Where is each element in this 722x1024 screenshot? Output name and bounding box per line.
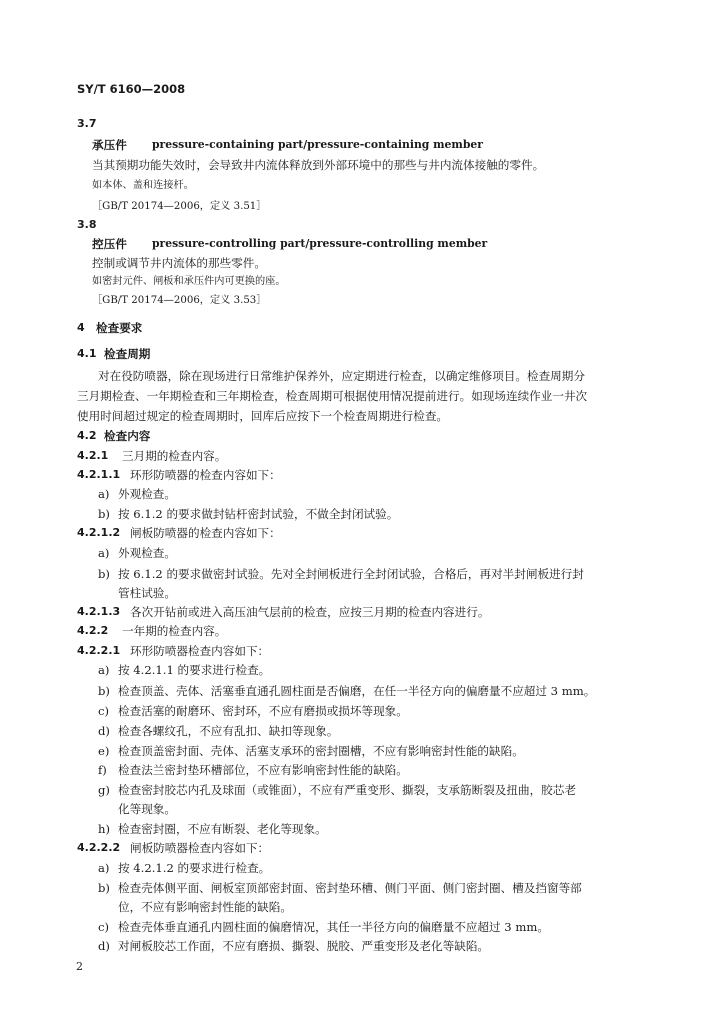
list-label: b): [98, 567, 110, 581]
list-item: 对闸板胶芯工作面，不应有磨损、撕裂、脱胶、严重变形及老化等缺陷。: [118, 939, 490, 953]
list-label: b): [98, 881, 110, 895]
section-number: 3.7: [77, 117, 97, 130]
term-source: ［GB/T 20174—2006，定义 3.51］: [92, 201, 267, 212]
list-label: a): [98, 487, 110, 501]
list-item: 按 6.1.2 的要求做密封试验。先对全封闸板进行全封闭试验，合格后，再对半封闸板进行封: [118, 567, 584, 581]
list-label: a): [98, 663, 110, 677]
paragraph-line: 三月期检查、一年期检查和三年期检查，检查周期可根据使用情况提前进行。如现场连续作业一井次: [77, 389, 588, 403]
clause-text: 一年期的检查内容。: [122, 624, 227, 638]
section-title: 检查内容: [104, 429, 151, 443]
list-label: g): [98, 783, 110, 797]
list-item: 检查壳体侧平面、闸板室顶部密封面、密封垫环槽、侧门平面、侧门密封圈、槽及挡窗等部: [118, 881, 582, 895]
clause-text: 闸板防喷器检查内容如下：: [130, 841, 270, 855]
list-item: 检查法兰密封垫环槽部位，不应有影响密封性能的缺陷。: [118, 763, 408, 777]
list-item: 按 4.2.1.1 的要求进行检查。: [118, 663, 271, 677]
term-zh: 控压件: [92, 237, 127, 251]
standard-code: SY/T 6160—2008: [77, 82, 186, 96]
paragraph-line: 使用时间超过规定的检查周期时，回库后应按下一个检查周期进行检查。: [77, 409, 449, 423]
list-label: c): [98, 704, 110, 718]
list-label: e): [98, 744, 110, 758]
list-label: d): [98, 724, 110, 738]
list-item: 检查密封胶芯内孔及球面（或锥面），不应有严重变形、撕裂，支承筋断裂及扭曲，胶芯老: [118, 783, 576, 797]
section-number: 4.2.1.1: [77, 468, 121, 481]
list-item: 检查活塞的耐磨环、密封环，不应有磨损或损坏等现象。: [118, 704, 408, 718]
list-label: b): [98, 684, 110, 698]
section-number: 4.1: [77, 347, 97, 360]
section-number: 4.2.1.2: [77, 526, 121, 539]
list-label: d): [98, 939, 110, 953]
list-item: 按 4.2.1.2 的要求进行检查。: [118, 861, 271, 875]
term-zh: 承压件: [92, 138, 127, 152]
paragraph-line: 对在役防喷器，除在现场进行日常维护保养外，应定期进行检查，以确定维修项目。检查周期分: [98, 369, 585, 383]
section-number: 4.2.2: [77, 624, 109, 637]
term-note: 如本体、盖和连接杆。: [92, 180, 194, 191]
list-label: h): [98, 822, 110, 836]
list-item-continuation: 位，不应有影响密封性能的缺陷。: [118, 900, 292, 914]
section-number: 3.8: [77, 218, 97, 231]
list-label: a): [98, 861, 110, 875]
term-source: ［GB/T 20174—2006，定义 3.53］: [92, 295, 267, 306]
list-item: 检查顶盖密封面、壳体、活塞支承环的密封圈槽，不应有影响密封性能的缺陷。: [118, 744, 524, 758]
section-title: 检查要求: [96, 321, 143, 335]
list-label: a): [98, 546, 110, 560]
list-item: 检查各螺纹孔，不应有乱扣、缺扣等现象。: [118, 724, 339, 738]
section-number: 4.2.1: [77, 449, 109, 462]
term-definition: 控制或调节井内流体的那些零件。: [92, 256, 266, 270]
section-title: 检查周期: [104, 347, 151, 361]
clause-text: 环形防喷器检查内容如下：: [130, 644, 270, 658]
list-item: 外观检查。: [118, 487, 176, 501]
term-definition: 当其预期功能失效时，会导致井内流体释放到外部环境中的那些与井内流体接触的零件。: [92, 158, 545, 172]
term-en: pressure-controlling part/pressure-controlling member: [152, 237, 488, 250]
section-number: 4: [77, 321, 85, 334]
term-en: pressure-containing part/pressure-containing member: [152, 138, 483, 151]
clause-text: 三月期的检查内容。: [122, 449, 227, 463]
list-item: 检查密封圈，不应有断裂、老化等现象。: [118, 822, 327, 836]
list-item: 按 6.1.2 的要求做封钻杆密封试验，不做全封闭试验。: [118, 507, 399, 521]
list-item-continuation: 化等现象。: [118, 802, 176, 816]
list-item: 外观检查。: [118, 546, 176, 560]
section-number: 4.2.2.2: [77, 841, 121, 854]
clause-text: 各次开钻前或进入高压油气层前的检查，应按三月期的检查内容进行。: [130, 605, 490, 619]
clause-text: 环形防喷器的检查内容如下：: [130, 468, 281, 482]
section-number: 4.2.1.3: [77, 605, 121, 618]
list-label: c): [98, 920, 110, 934]
list-item: 检查壳体垂直通孔内圆柱面的偏磨情况，其任一半径方向的偏磨量不应超过 3 mm。: [118, 920, 549, 934]
term-note: 如密封元件、闸板和承压件内可更换的座。: [92, 276, 286, 287]
section-number: 4.2: [77, 429, 97, 442]
list-item: 检查顶盖、壳体、活塞垂直通孔圆柱面是否偏磨，在任一半径方向的偏磨量不应超过 3 mm。: [118, 684, 596, 698]
list-label: b): [98, 507, 110, 521]
clause-text: 闸板防喷器的检查内容如下：: [130, 526, 281, 540]
page-number: 2: [76, 960, 83, 973]
section-number: 4.2.2.1: [77, 644, 121, 657]
list-label: f): [98, 763, 107, 777]
list-item-continuation: 管柱试验。: [118, 586, 176, 600]
